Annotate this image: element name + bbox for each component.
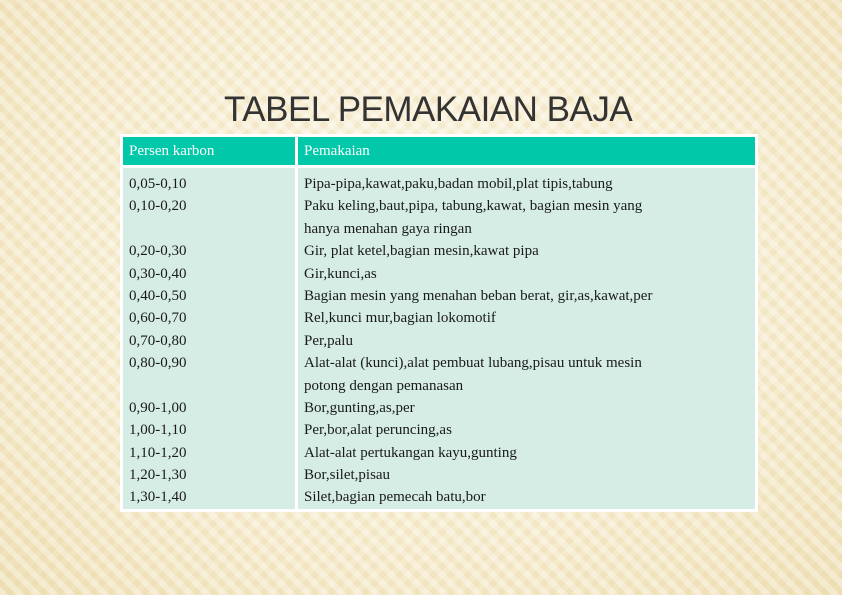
carbon-value-spacer (129, 375, 289, 397)
carbon-value: 1,30-1,40 (129, 489, 187, 506)
usage-line: hanya menahan gaya ringan (304, 220, 472, 237)
carbon-value: 0,80-0,90 (129, 355, 187, 372)
carbon-value: 0,10-0,20 (129, 198, 187, 215)
usage-line: Pipa-pipa,kawat,paku,badan mobil,plat tipis,tabung (304, 176, 613, 192)
usage-line: Bor,gunting,as,per (304, 399, 415, 416)
carbon-value: 1,10-1,20 (129, 444, 187, 461)
usage-line: Paku keling,baut,pipa, tabung,kawat, bagian mesin yang (304, 198, 643, 215)
usage-line: Silet,bagian pemecah batu,bor (304, 489, 486, 506)
usage-line: Rel,kunci mur,bagian lokomotif (304, 310, 496, 327)
carbon-percent-cell (123, 168, 295, 509)
usage-line: Alat-alat (kunci),alat pembuat lubang,pisau untuk mesin (304, 355, 642, 372)
carbon-value: 0,60-0,70 (129, 310, 187, 327)
usage-line: Per,bor,alat peruncing,as (304, 422, 452, 439)
usage-line: Alat-alat pertukangan kayu,gunting (304, 444, 517, 461)
usage-line: Gir, plat ketel,bagian mesin,kawat pipa (304, 243, 539, 260)
usage-line: Bagian mesin yang menahan beban berat, gir,as,kawat,per (304, 287, 653, 304)
slide-title: TABEL PEMAKAIAN BAJA (224, 90, 633, 129)
carbon-value: 1,00-1,10 (129, 422, 187, 439)
carbon-value: 0,20-0,30 (129, 243, 187, 260)
usage-line: Per,palu (304, 332, 353, 349)
table-body-row (123, 168, 755, 509)
usage-line: Bor,silet,pisau (304, 467, 391, 484)
carbon-value: 0,70-0,80 (129, 332, 187, 349)
usage-line: Gir,kunci,as (304, 265, 377, 282)
carbon-value: 0,90-1,00 (129, 399, 187, 416)
usage-cell (298, 168, 755, 509)
header-carbon-percent: Persen karbon (123, 137, 295, 165)
carbon-value-spacer (129, 218, 289, 240)
carbon-value: 0,05-0,10 (129, 176, 187, 192)
table-header-row (123, 137, 755, 165)
header-usage: Pemakaian (298, 137, 755, 165)
carbon-value: 0,40-0,50 (129, 287, 187, 304)
carbon-value: 0,30-0,40 (129, 265, 187, 282)
carbon-value: 1,20-1,30 (129, 467, 187, 484)
steel-usage-table (120, 134, 758, 512)
usage-line: potong dengan pemanasan (304, 377, 464, 394)
